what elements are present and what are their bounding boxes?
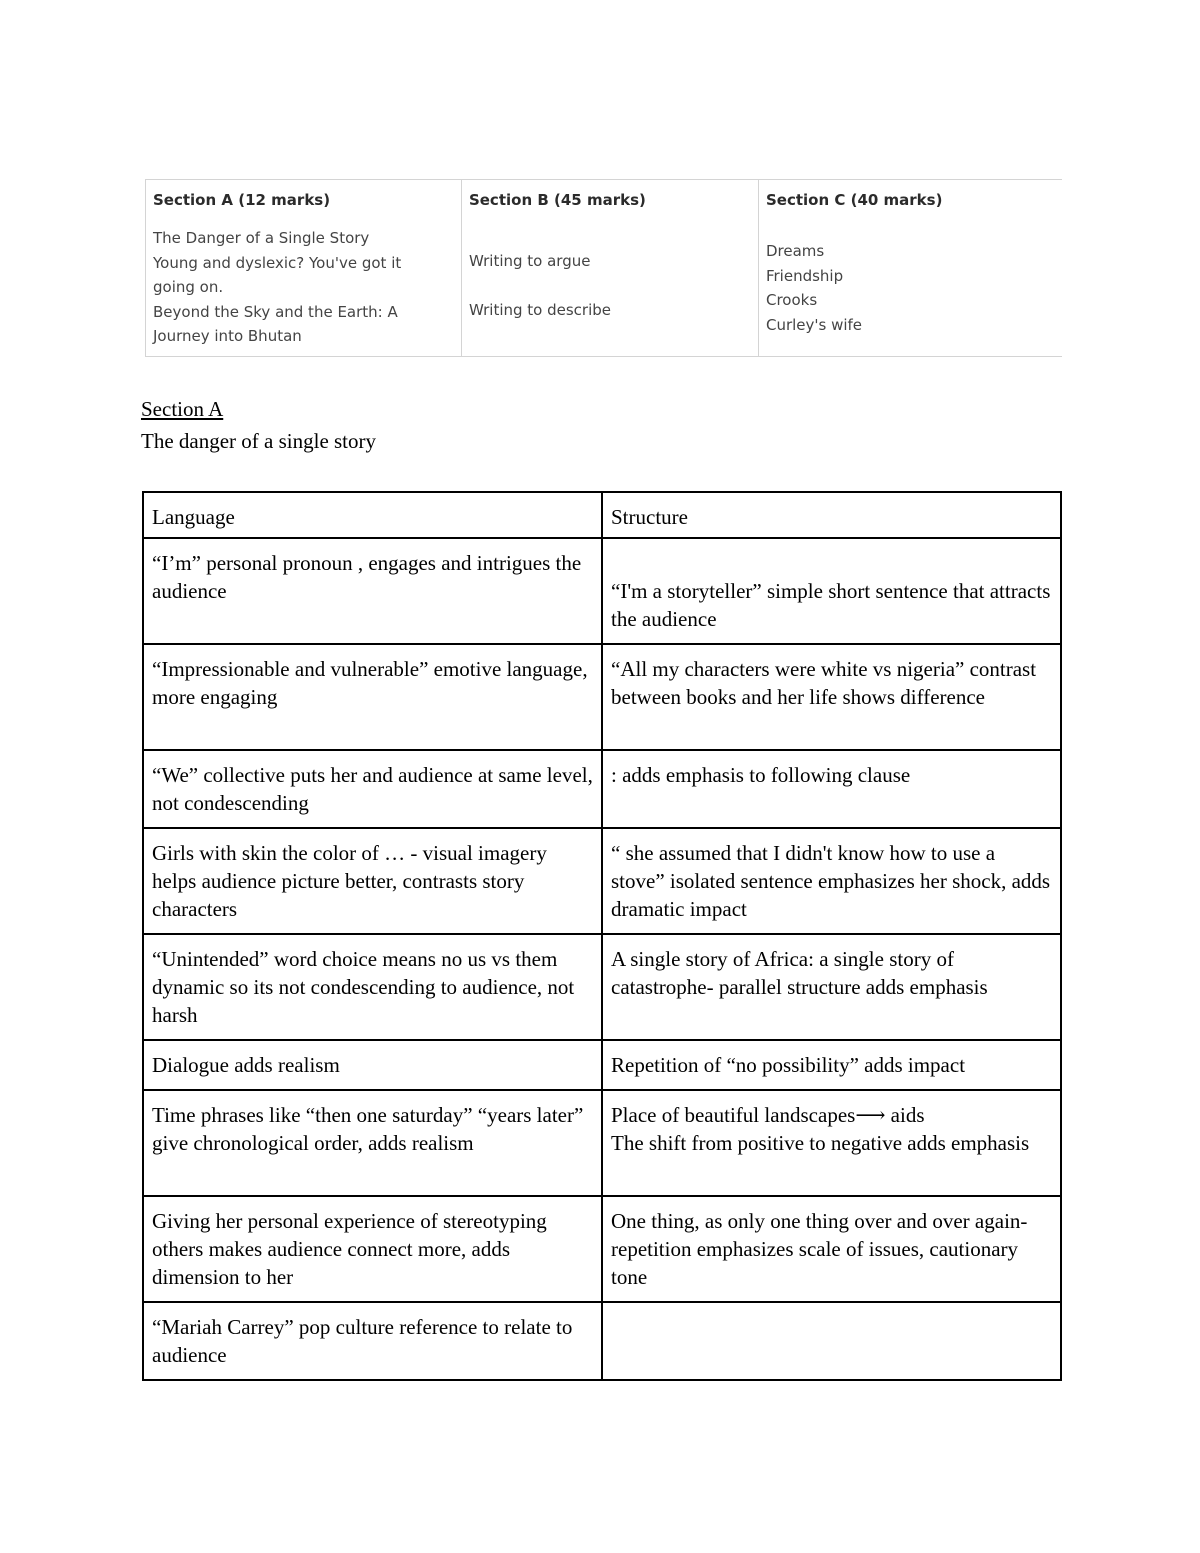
language-cell: “Mariah Carrey” pop culture reference to relate to audience	[143, 1302, 602, 1380]
table-row	[143, 750, 1061, 828]
table-row	[143, 1090, 1061, 1196]
structure-cell	[602, 1302, 1061, 1380]
section-subheading: The danger of a single story	[141, 429, 377, 453]
language-cell: “We” collective puts her and audience at same level, not condescending	[143, 750, 602, 828]
section-c-item: Dreams	[765, 242, 825, 260]
section-b-item: Writing to argue	[468, 252, 591, 270]
section-c-item: Crooks	[765, 291, 818, 309]
overview-section-b	[461, 180, 758, 357]
overview-table	[145, 179, 1062, 357]
language-cell: Dialogue adds realism	[143, 1040, 602, 1090]
table-row	[143, 1040, 1061, 1090]
table-row	[143, 644, 1061, 750]
structure-text: “I'm a storyteller” simple short sentence that attracts the audience	[611, 579, 1051, 631]
structure-line: Place of beautiful landscapes⟶ aids	[611, 1103, 925, 1127]
section-b-heading: Section B (45 marks)	[468, 191, 646, 209]
section-b-item: Writing to describe	[468, 301, 612, 319]
language-cell: Time phrases like “then one saturday” “years later” give chronological order, adds realism	[143, 1090, 602, 1196]
language-cell: “Impressionable and vulnerable” emotive language, more engaging	[143, 644, 602, 750]
structure-cell	[602, 1090, 1061, 1196]
header-language: Language	[143, 492, 602, 538]
structure-cell: : adds emphasis to following clause	[602, 750, 1061, 828]
section-heading: Section A	[141, 397, 224, 421]
section-a-list	[153, 226, 453, 349]
structure-cell	[602, 538, 1061, 644]
table-row	[143, 1196, 1061, 1302]
language-cell: “Unintended” word choice means no us vs them dynamic so its not condescending to audience, not harsh	[143, 934, 602, 1040]
structure-cell: “ she assumed that I didn't know how to use a stove” isolated sentence emphasizes her shock, adds dramatic impact	[602, 828, 1061, 934]
language-cell: Girls with skin the color of … - visual imagery helps audience picture better, contrasts story characters	[143, 828, 602, 934]
analysis-table	[142, 491, 1062, 1381]
language-cell: “I’m” personal pronoun , engages and intrigues the audience	[143, 538, 602, 644]
header-structure: Structure	[602, 492, 1061, 538]
structure-cell: Repetition of “no possibility” adds impact	[602, 1040, 1061, 1090]
section-a-heading: Section A (12 marks)	[153, 191, 331, 209]
overview-section-a	[146, 180, 462, 357]
table-header-row	[143, 492, 1061, 538]
section-c-heading: Section C (40 marks)	[765, 191, 943, 209]
table-row	[143, 538, 1061, 644]
section-a-item: Young and dyslexic? You've got it going on.	[153, 253, 402, 296]
section-a-item: The Danger of a Single Story	[153, 229, 370, 247]
structure-line: The shift from positive to negative adds emphasis	[611, 1131, 1030, 1155]
structure-cell: A single story of Africa: a single story of catastrophe- parallel structure adds emphasis	[602, 934, 1061, 1040]
overview-section-c	[758, 180, 1062, 357]
section-c-item: Curley's wife	[765, 315, 863, 334]
section-a-item: Beyond the Sky and the Earth: A Journey into Bhutan	[153, 302, 398, 345]
section-c-list	[766, 239, 862, 337]
section-c-item: Friendship	[765, 266, 844, 285]
table-row	[143, 828, 1061, 934]
language-cell: Giving her personal experience of stereotyping others makes audience connect more, adds dimension to her	[143, 1196, 602, 1302]
structure-cell: “All my characters were white vs nigeria” contrast between books and her life shows difference	[602, 644, 1061, 750]
table-row	[143, 934, 1061, 1040]
table-row	[143, 1302, 1061, 1380]
structure-cell: One thing, as only one thing over and over again- repetition emphasizes scale of issues, cautionary tone	[602, 1196, 1061, 1302]
